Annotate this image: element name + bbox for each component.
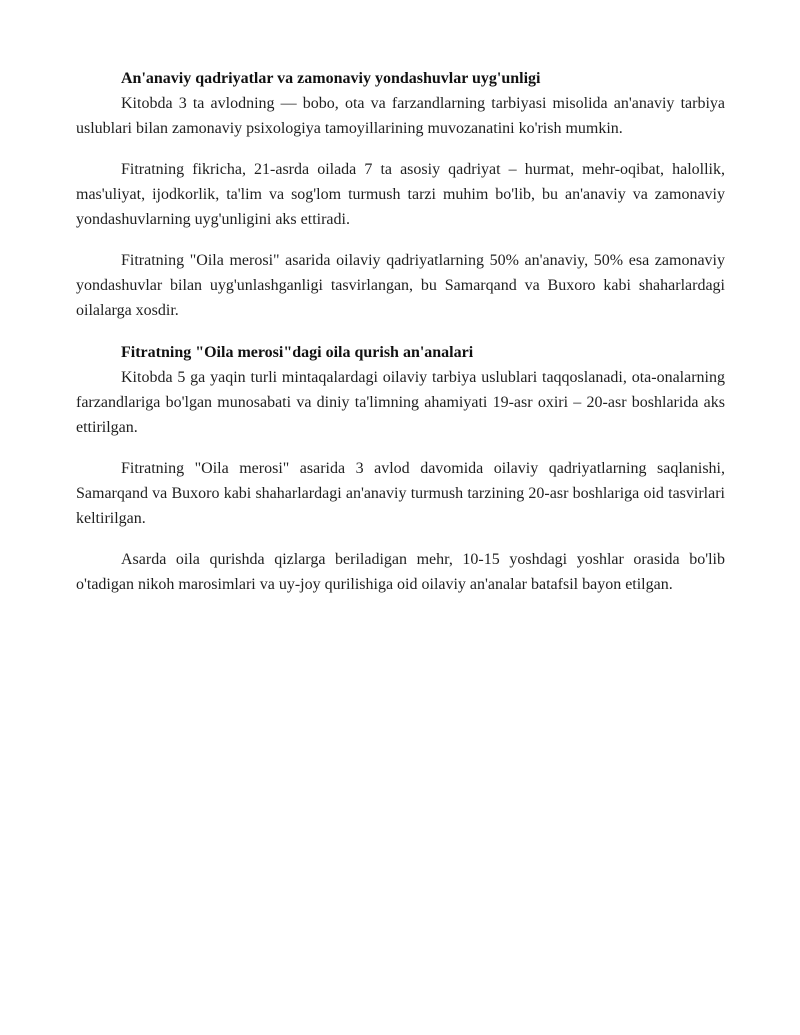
paragraph: Kitobda 5 ga yaqin turli mintaqalardagi oilaviy tarbiya uslublari taqqoslanadi, ota-onalarning farzandlariga bo'lgan munosabati va diniy ta'limning ahamiyati 19-asr oxiri – 20-asr boshlarida aks ettirilgan. (76, 369, 725, 436)
paragraph: Asarda oila qurishda qizlarga beriladigan mehr, 10-15 yoshdagi yoshlar orasida bo'lib o'tadigan nikoh marosimlari va uy-joy qurilishiga oid oilaviy an'analar batafsil bayon etilgan. (76, 551, 725, 593)
paragraph: Kitobda 3 ta avlodning — bobo, ota va farzandlarning tarbiyasi misolida an'anaviy tarbiya uslublari bilan zamonaviy psixologiya tamoyillarining muvozanatini ko'rish mumkin. (76, 95, 725, 137)
section-heading: Fitratning "Oila merosi"dagi oila qurish an'analari (121, 344, 474, 361)
paragraph: Fitratning fikricha, 21-asrda oilada 7 ta asosiy qadriyat – hurmat, mehr-oqibat, halollik, mas'uliyat, ijodkorlik, ta'lim va sog'lom turmush tarzi muhim bo'lib, bu an'anaviy va zamonaviy yondashuvlarning uyg'unligini aks ettiradi. (76, 161, 725, 228)
paragraph: Fitratning "Oila merosi" asarida oilaviy qadriyatlarning 50% an'anaviy, 50% esa zamonaviy yondashuvlar bilan uyg'unlashganligi tasvirlangan, bu Samarqand va Buxoro kabi shaharlardagi oilalarga xosdir. (76, 252, 725, 319)
paragraph: Fitratning "Oila merosi" asarida 3 avlod davomida oilaviy qadriyatlarning saqlanishi, Samarqand va Buxoro kabi shaharlardagi an'anaviy turmush tarzining 20-asr boshlariga oid tasvirlari keltirilgan. (76, 460, 725, 527)
document-page (76, 66, 725, 597)
section-heading: An'anaviy qadriyatlar va zamonaviy yondashuvlar uyg'unligi (121, 70, 541, 87)
